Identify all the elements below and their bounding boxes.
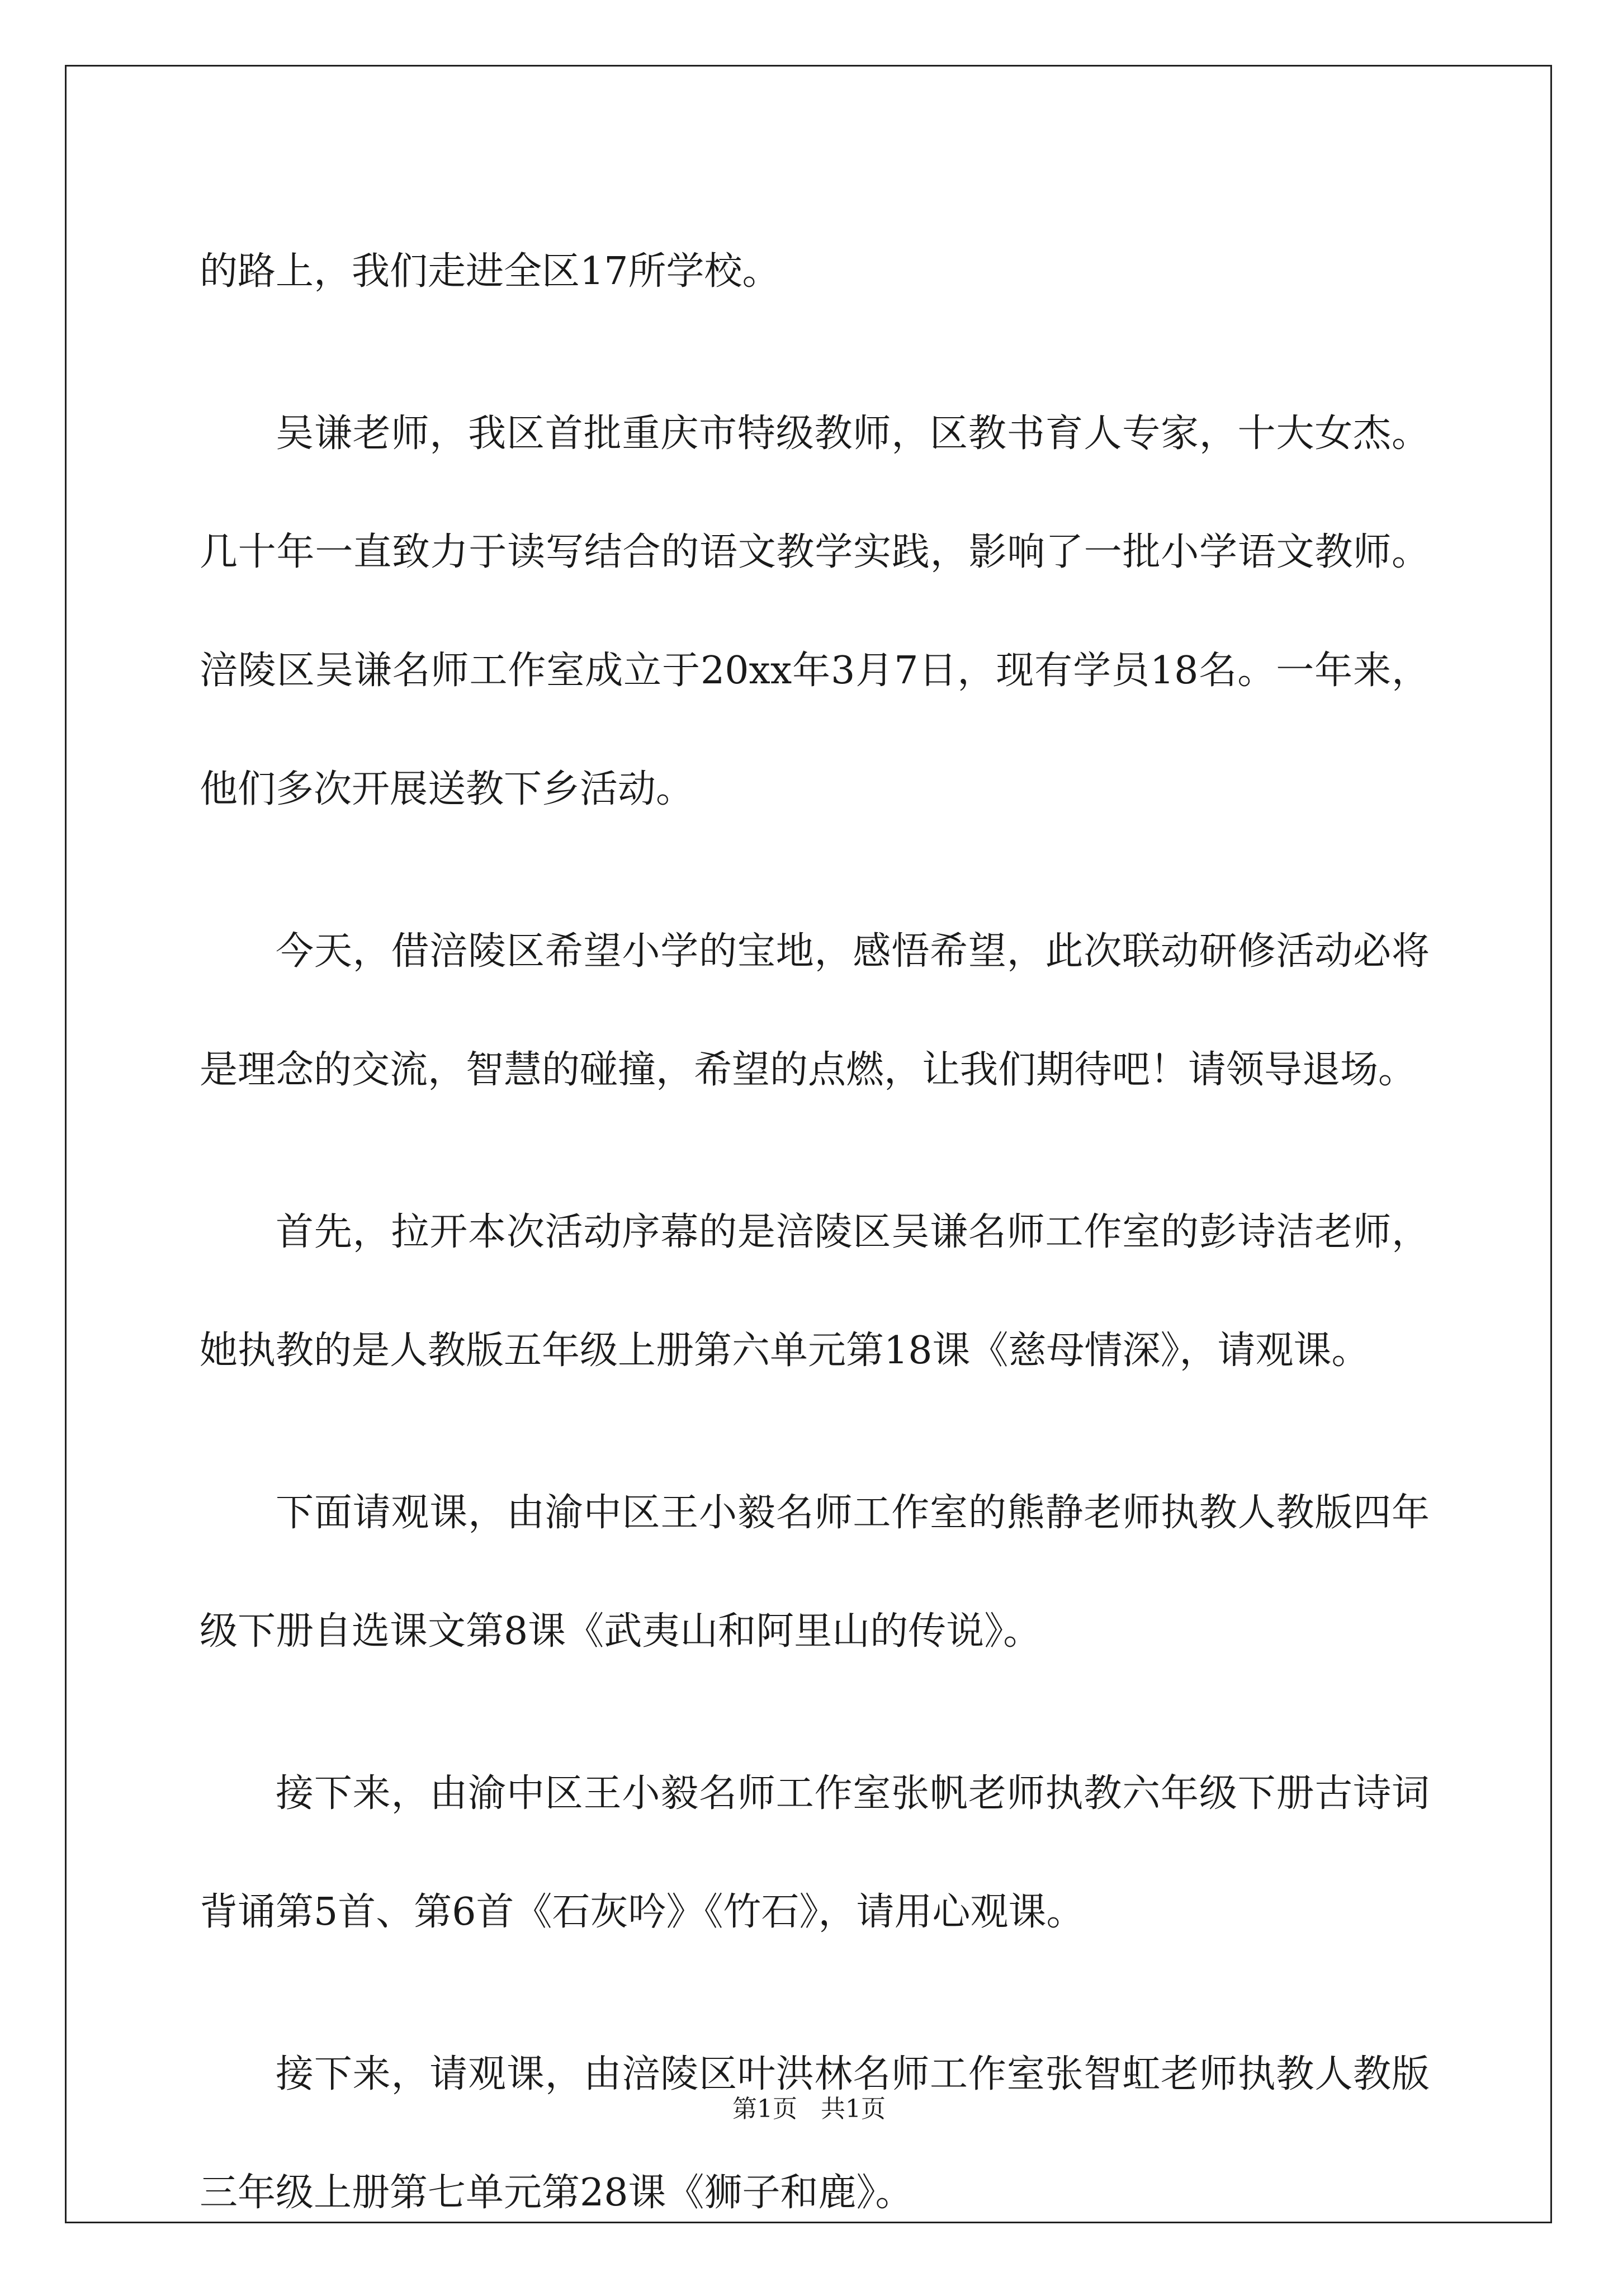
paragraph: 接下来，请观课，由涪陵区叶洪林名师工作室张智虹老师执教人教版三年级上册第七单元第28课《狮子和鹿》。 (200, 2052, 1430, 2215)
paragraph: 首先，拉开本次活动序幕的是涪陵区吴谦名师工作室的彭诗洁老师，她执教的是人教版五年级上册第六单元第18课《慈母情深》，请观课。 (200, 1210, 1430, 1373)
page-footer: 第1页 共1页 (732, 2095, 886, 2123)
paragraph: 的路上，我们走进全区17所学校。 (200, 249, 780, 294)
paragraph: 今天，借涪陵区希望小学的宝地，感悟希望，此次联动研修活动必将是理念的交流，智慧的碰撞，希望的点燃，让我们期待吧！请领导退场。 (200, 929, 1430, 1092)
document-body (200, 212, 1430, 2296)
paragraph: 接下来，由渝中区王小毅名师工作室张帆老师执教六年级下册古诗词背诵第5首、第6首《石灰吟》《竹石》，请用心观课。 (200, 1771, 1430, 1934)
paragraph: 下面请观课，由渝中区王小毅名师工作室的熊静老师执教人教版四年级下册自选课文第8课《武夷山和阿里山的传说》。 (200, 1491, 1430, 1654)
paragraph: 吴谦老师，我区首批重庆市特级教师，区教书育人专家，十大女杰。几十年一直致力于读写结合的语文教学实践，影响了一批小学语文教师。涪陵区吴谦名师工作室成立于20xx年3月7日，现有学员18名。一年来，他们多次开展送教下乡活动。 (200, 412, 1430, 811)
